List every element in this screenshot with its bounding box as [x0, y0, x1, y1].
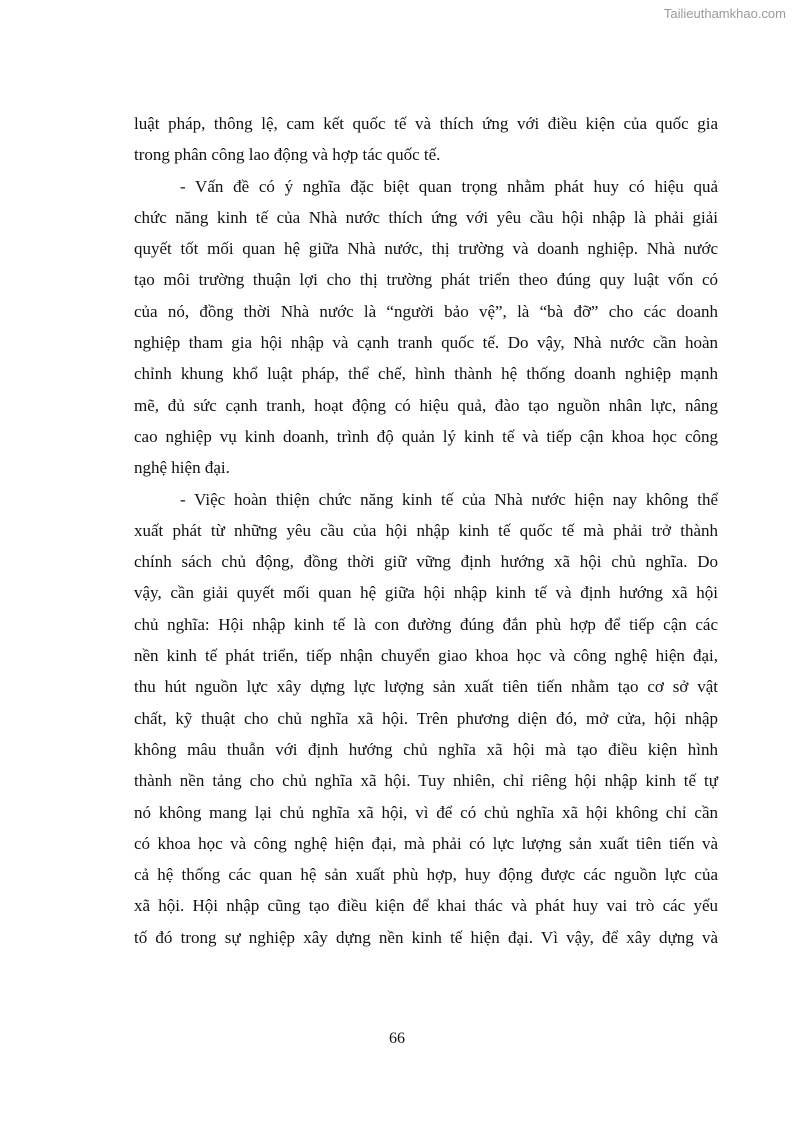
- paragraph: [134, 108, 718, 171]
- text-line: chính sách chủ động, đồng thời giữ vững định hướng xã hội chủ nghĩa. Do: [134, 552, 718, 572]
- text-line: xuất phát từ những yêu cầu của hội nhập kinh tế quốc tế mà phải trở thành: [134, 520, 718, 540]
- text-line: cả hệ thống các quan hệ sản xuất phù hợp, huy động được các nguồn lực của: [134, 865, 718, 885]
- text-line: chức năng kinh tế của Nhà nước thích ứng với yêu cầu hội nhập là phải giải: [134, 207, 718, 227]
- text-line: nền kinh tế phát triển, tiếp nhận chuyển giao khoa học và công nghệ hiện đại,: [134, 646, 718, 666]
- text-line: cao nghiệp vụ kinh doanh, trình độ quản lý kinh tế và tiếp cận khoa học công: [134, 426, 718, 446]
- text-line: trong phân công lao động và hợp tác quốc tế.: [134, 145, 441, 165]
- text-line: - Vấn đề có ý nghĩa đặc biệt quan trọng nhằm phát huy có hiệu quả: [180, 176, 718, 196]
- text-line: xã hội. Hội nhập cũng tạo điều kiện để khai thác và phát huy vai trò các yếu: [134, 896, 718, 916]
- text-line: chất, kỹ thuật cho chủ nghĩa xã hội. Trên phương diện đó, mở cửa, hội nhập: [134, 708, 718, 728]
- document-body: [134, 108, 718, 953]
- paragraph: [134, 171, 718, 484]
- text-line: thành nền tảng cho chủ nghĩa xã hội. Tuy nhiên, chỉ riêng hội nhập kinh tế tự: [134, 771, 718, 791]
- text-line: thu hút nguồn lực xây dựng lực lượng sản xuất tiên tiến nhằm tạo cơ sở vật: [134, 677, 718, 697]
- paragraph: [134, 484, 718, 953]
- text-line: không mâu thuẫn với định hướng chủ nghĩa xã hội mà tạo điều kiện hình: [134, 739, 718, 759]
- text-line: của nó, đồng thời Nhà nước là “người bảo vệ”, là “bà đỡ” cho các doanh: [134, 301, 718, 321]
- text-line: chủ nghĩa: Hội nhập kinh tế là con đường đúng đắn phù hợp để tiếp cận các: [134, 614, 718, 634]
- text-line: có khoa học và công nghệ hiện đại, mà phải có lực lượng sản xuất tiên tiến và: [134, 833, 718, 853]
- text-line: chỉnh khung khổ luật pháp, thể chế, hình thành hệ thống doanh nghiệp mạnh: [134, 364, 718, 384]
- text-line: tạo môi trường thuận lợi cho thị trường phát triển theo đúng quy luật vốn có: [134, 270, 718, 290]
- text-line: quyết tốt mối quan hệ giữa Nhà nước, thị trường và doanh nghiệp. Nhà nước: [134, 239, 718, 259]
- text-line: nghệ hiện đại.: [134, 458, 230, 478]
- text-line: nó không mang lại chủ nghĩa xã hội, vì để có chủ nghĩa xã hội không chỉ cần: [134, 802, 718, 822]
- text-line: nghiệp tham gia hội nhập và cạnh tranh quốc tế. Do vậy, Nhà nước cần hoàn: [134, 333, 718, 353]
- text-line: - Việc hoàn thiện chức năng kinh tế của Nhà nước hiện nay không thể: [180, 489, 718, 509]
- text-line: tố đó trong sự nghiệp xây dựng nền kinh tế hiện đại. Vì vậy, để xây dựng và: [134, 927, 718, 947]
- text-line: mẽ, đủ sức cạnh tranh, hoạt động có hiệu quả, đào tạo nguồn nhân lực, nâng: [134, 395, 718, 415]
- text-line: vậy, cần giải quyết mối quan hệ giữa hội nhập kinh tế và định hướng xã hội: [134, 583, 718, 603]
- text-line: luật pháp, thông lệ, cam kết quốc tế và thích ứng với điều kiện của quốc gia: [134, 114, 718, 133]
- watermark-text: Tailieuthamkhao.com: [663, 6, 786, 21]
- page-number: 66: [389, 1030, 405, 1047]
